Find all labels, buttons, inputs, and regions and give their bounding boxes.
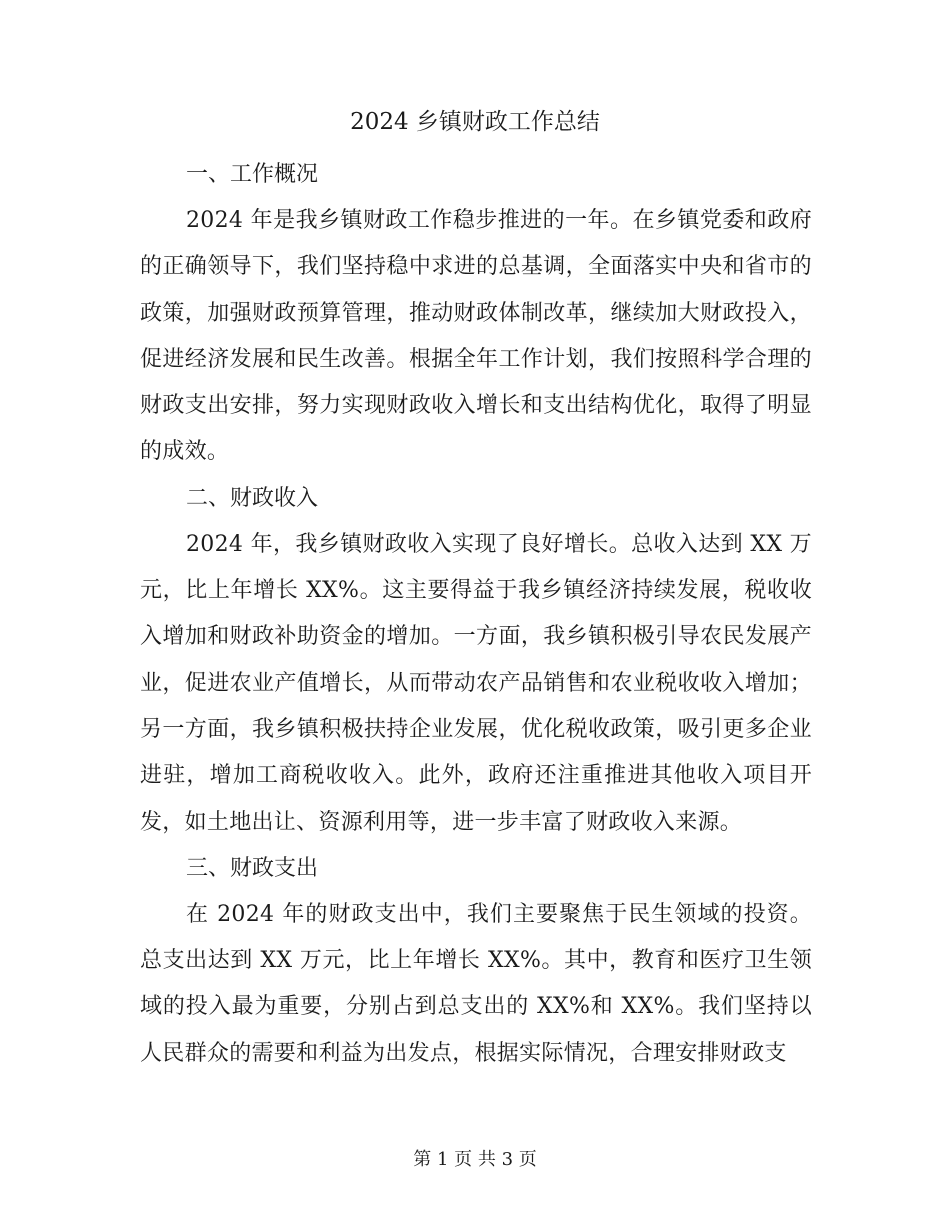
section-heading-overview: 一、工作概况 (186, 162, 319, 187)
section-overview (140, 152, 812, 476)
section-paragraph-overview: 2024 年是我乡镇财政工作稳步推进的一年。在乡镇党委和政府的正确领导下，我们坚持稳中求进的总基调，全面落实中央和省市的政策，加强财政预算管理，推动财政体制改革，继续加大财政投入，促进经济发展和民生改善。根据全年工作计划，我们按照科学合理的财政支出安排，努力实现财政收入增长和支出结构优化，取得了明显的成效。 (140, 208, 812, 465)
section-expenditure (140, 846, 812, 1077)
section-heading-revenue: 二、财政收入 (186, 485, 319, 511)
page-number-footer: 第 1 页 共 3 页 (413, 1149, 537, 1170)
document-title: 2024 乡镇财政工作总结 (350, 109, 600, 135)
section-heading-expenditure: 三、财政支出 (186, 855, 319, 881)
section-revenue (140, 476, 812, 846)
section-paragraph-revenue: 2024 年，我乡镇财政收入实现了良好增长。总收入达到 XX 万元，比上年增长 XX%。这主要得益于我乡镇经济持续发展，税收收入增加和财政补助资金的增加。一方面，我乡镇积极引导农民发展产业，促进农业产值增长，从而带动农产品销售和农业税收收入增加；另一方面，我乡镇积极扶持企业发展，优化税收政策，吸引更多企业进驻，增加工商税收收入。此外，政府还注重推进其他收入项目开发，如土地出让、资源利用等，进一步丰富了财政收入来源。 (140, 531, 812, 835)
section-paragraph-expenditure: 在 2024 年的财政支出中，我们主要聚焦于民生领域的投资。总支出达到 XX 万元，比上年增长 XX%。其中，教育和医疗卫生领域的投入最为重要，分别占到总支出的 XX%和 XX%。我们坚持以人民群众的需要和利益为出发点，根据实际情况，合理安排财政支 (140, 901, 812, 1066)
document-body (140, 152, 812, 1077)
